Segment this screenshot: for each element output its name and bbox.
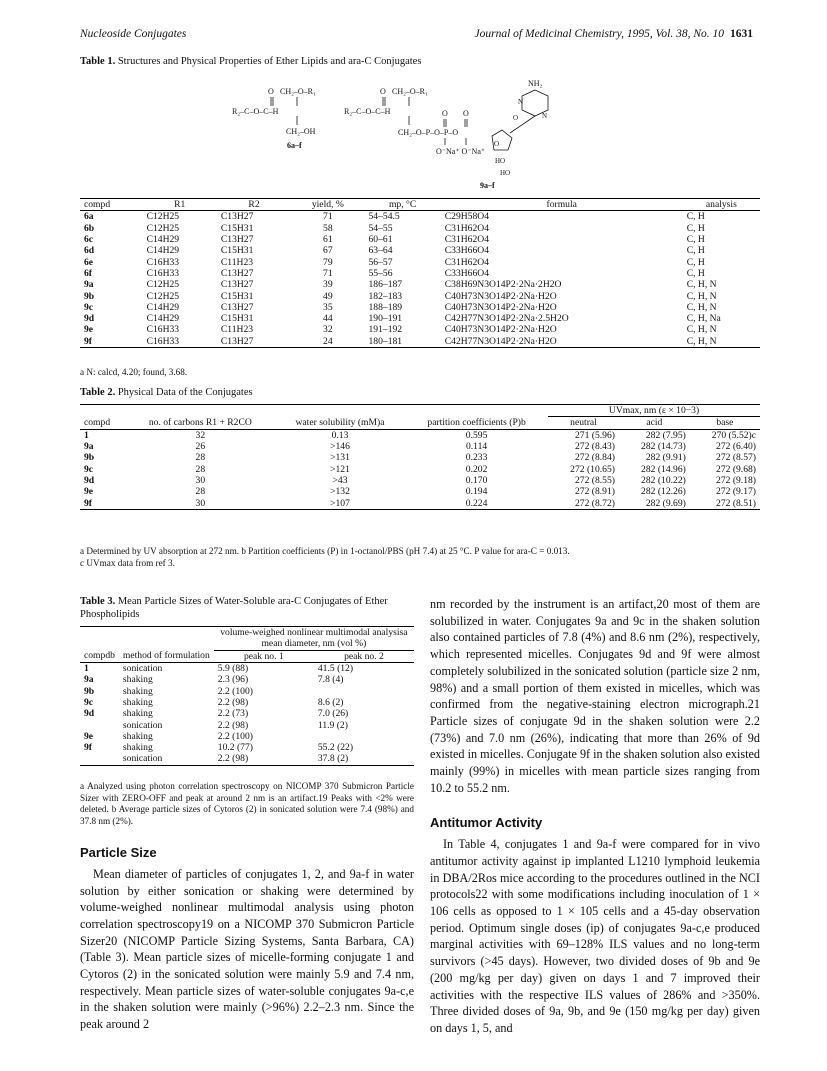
table2-cell: 0.233 [465,452,488,464]
svg-text:O: O [380,87,386,96]
table2-caption [80,387,253,398]
table3-cell: 9d [84,708,95,720]
svg-text:O⁻Na⁺ O⁻Na⁺: O⁻Na⁺ O⁻Na⁺ [436,147,486,156]
table1-row [80,257,760,268]
table3-col-peak2: peak no. 2 [344,650,384,662]
table1-cell: C13H27 [220,267,254,279]
table3-col-method: method of formulation [122,650,210,662]
table1-cell: 9f [84,335,92,347]
table1-cell: C12H25 [146,290,180,302]
left-column-text [80,836,414,1033]
table1-cell: C11H23 [220,256,254,268]
table1-cell: 32 [323,324,333,336]
table2 [80,404,760,510]
table1-cell: 6c [84,233,94,245]
table2-cell: 0.170 [465,474,488,486]
table1-cell: 182–183 [368,290,403,302]
table2-col-partition: partition coefficients (P)b [427,417,526,429]
table1-cell: 6a [84,211,94,223]
table2-cell: 272 (8.91) [574,486,615,498]
table3-footnote: a Analyzed using photon correlation spectroscopy on NICOMP 370 Submicron Particle Sizer with ZERO-OFF and peak at around 2 nm is an artifact.19 Peaks with <2% were deleted. b Average particle sizes of Cytoros (2) in sonicated solution were 7.4 (98%) and 37.8 nm (2%). [80,781,414,826]
table3-cell: 37.8 (2) [317,753,349,765]
table1-cell: C31H62O4 [444,233,489,245]
table1-cell: C14H29 [146,301,180,313]
table3-cell: 2.2 (98) [217,753,249,765]
particle-size-heading: Particle Size [80,845,157,860]
table3 [80,626,414,766]
table1-row [80,279,760,290]
structure-6a-f [232,87,316,150]
table1-cell: 67 [323,245,333,257]
svg-text:NH₂: NH₂ [528,79,543,88]
table2-cell: 28 [195,486,206,498]
table3-cell: 11.9 (2) [317,719,348,731]
table1-cell: 9a [84,279,94,291]
table1-cell: 6e [84,256,94,268]
table3-cell [314,731,414,742]
table1-cell: 9e [84,324,94,336]
table3-col-peak1: peak no. 1 [243,650,284,662]
table3-cell: 7.0 (26) [317,708,349,720]
table2-col-acid: acid [646,417,663,429]
table2-cell: 272 (9.18) [716,474,756,486]
table2-cell: 272 (8.43) [574,440,615,452]
table1-col-r1: R1 [174,199,186,210]
table1-cell: C40H73N3O14P2·2Na·H2O [444,301,557,313]
table1-cell: C15H31 [220,245,254,257]
table3-row [80,731,414,742]
table1-col-r2: R2 [248,199,260,210]
table3-cell: shaking [122,696,153,708]
table2-footnote-2: c UVmax data from ref 3. [80,557,175,568]
table3-col-compd: compdb [84,650,115,662]
table1-col-mp: mp, °C [388,199,417,210]
table1-cell: 60–61 [368,233,393,245]
table2-cell: 9e [84,486,94,498]
table3-title: Mean Particle Sizes of Water-Soluble ara-C Conjugates of Ether Phospholipids [80,596,388,620]
table3-row [80,753,414,765]
table1-cell: C14H29 [146,313,180,325]
table3-cell: shaking [122,708,153,720]
table2-cell: 26 [195,440,206,452]
table1-row [80,313,760,324]
table1-cell: C16H33 [146,256,180,268]
table2-cell: 272 (8.84) [574,452,615,464]
table3-cell: 9f [84,742,92,754]
table1-cell: 191–192 [368,324,403,336]
table2-label: Table 2. [80,387,116,398]
table2-cell: 282 (12.26) [641,486,686,498]
journal-citation: Journal of Medicinal Chemistry, 1995, Vol. 38, No. 10 [474,28,724,40]
svg-text:HO: HO [495,157,506,165]
table2-cell: 270 (5.52)c [711,429,756,441]
table1-cell: 9c [84,301,94,313]
table1-row [80,211,760,223]
table1-cell: 44 [323,313,333,325]
page-number: 1631 [730,28,753,40]
table3-cell: 2.2 (73) [217,708,249,720]
table2-cell: 9f [84,497,92,509]
table2-cell: 282 (10.22) [641,474,686,486]
table2-footnote-1: a Determined by UV absorption at 272 nm. b Partition coefficients (P) in 1-octanol/PBS (pH 7.4) at 25 °C. P value for ara-C = 0.013. [80,546,570,556]
table1-cell: C, H, N [686,279,717,291]
table1-cell: C12H25 [146,279,180,291]
table3-row [80,742,414,753]
table2-cell: >107 [330,497,350,509]
table1-cell: C42H77N3O14P2·2Na·2.5H2O [444,313,569,325]
table1-cell: C38H69N3O14P2·2Na·2H2O [444,279,562,291]
table1-cell: 71 [323,211,333,223]
table3-cell: 8.6 (2) [317,696,344,708]
table1-cell: C11H23 [220,324,254,336]
table1-cell: 71 [323,267,333,279]
table1-cell: 6b [84,222,95,234]
table2-cell: 282 (14.73) [641,440,686,452]
table1-cell: C40H73N3O14P2·2Na·H2O [444,290,557,302]
table3-cell: shaking [122,730,153,742]
table2-cell: 9c [84,463,94,475]
table3-row [80,708,414,719]
table1-footnote: a N: calcd, 4.20; found, 3.68. [80,367,188,377]
table2-row [80,452,760,463]
table3-cell [80,753,119,765]
particle-size-paragraph: Mean diameter of particles of conjugates 1, 2, and 9a-f in water solution by either sonication or shaking were determined by volume-weighed nonlinear multimodal analysis using photon correlation spectroscopy19 on a NICOMP 370 Submicron Particle Sizer20 (NICOMP Particle Sizing Systems, Santa Barbara, CA) (Table 3). Mean particle sizes of micelle-forming conjugate 1 and Cytoros (2) in the sonicated solution were mainly 5.9 and 7.4 nm, respectively. Mean particle sizes of water-soluble conjugates 9a-c,e in the shaken solution were mainly (>96%) 2.2–2.3 nm. Since the peak around 2 [80,866,414,1032]
table2-cell: 282 (14.96) [641,463,686,475]
table2-cell: >43 [332,474,348,486]
svg-text:N: N [542,112,548,120]
table2-cell: 30 [195,474,206,486]
table2-cell: 0.595 [465,429,488,441]
table2-cell: 0.13 [331,429,349,441]
table2-cell: >146 [330,440,350,452]
svg-text:O: O [513,114,519,122]
table2-col-carbons: no. of carbons R1 + R2CO [148,417,252,429]
table3-cell: 9c [84,696,94,708]
table2-row [80,429,760,441]
table2-row [80,486,760,497]
table1-row [80,291,760,302]
svg-text:CH₂–O–P–O–P–O: CH₂–O–P–O–P–O [398,128,459,137]
table2-cell: 272 (10.65) [570,463,615,475]
table1-cell: 9d [84,313,95,325]
table2-title: Physical Data of the Conjugates [117,387,253,398]
structure-right-label: 9a–f [480,181,495,190]
table1-cell: C, H [686,211,705,223]
table2-cell: 272 (8.51) [716,497,756,509]
table1-row [80,336,760,348]
structure-9a-f [344,79,548,190]
table1-cell: C, H, N [686,335,717,347]
table3-row [80,720,414,731]
svg-text:CH₂–OH: CH₂–OH [286,127,316,136]
table2-cell: 9b [84,452,95,464]
table1-cell: 6f [84,267,92,279]
antitumor-heading: Antitumor Activity [430,815,543,831]
table1-caption [80,56,421,67]
antitumor-paragraph: In Table 4, conjugates 1 and 9a-f were compared for in vivo antitumor activity against ip implanted L1210 lymphoid leukemia in DBA/2Ros mice according to the procedures outlined in the NCI protocols22 with some modifications including inoculation of 1 × 106 cells as opposed to 1 × 105 cells and a 45-day observation period. Optimum single doses (ip) of conjugates 9a-c,e produced marginal activities with 69–128% ILS values and no long-term survivors (>45 days). However, two divided doses of 9b and 9e (200 mg/kg per day) given on days 1 and 7 improved their activities with the respective ILS values of 286% and >350%. Three divided doses of 9a, 9b, and 9e (150 mg/kg per day) given on days 1, 5, and [430,837,760,1035]
table2-row [80,441,760,452]
table3-caption [80,596,410,621]
chemical-structure-figure [230,78,570,190]
table2-cell: 28 [195,463,206,475]
table1-cell: 49 [323,290,333,302]
table2-col-compd: compd [84,417,111,429]
table1-col-yield: yield, % [311,199,344,210]
particle-size-continued: nm recorded by the instrument is an artifact,20 most of them are solubilized in water. Conjugates 9a and 9c in the shaken solution also contained particles of 7.8 (4%) and 8.6 nm (2%), respectively, which represented micelles. Conjugates 9d and 9f were almost completely solubilized in the sonicated solution (particle size 2 nm, 98%) and a small portion of them existed in micelles, which was confirmed from the negative-staining electron micrograph.21 Particle sizes of conjugate 9d in the shaken solution were 2.2 (73%) and 7.0 nm (26%), indicating that more than 26% of 9d existed in micelles. Conjugate 9f in the shaken solution also existed mainly (99%) in micelles with mean particle sizes ranging from 10.2 to 55.2 nm. [430,597,761,795]
table1-cell: 180–181 [368,335,403,347]
table1-header-row [80,199,760,211]
table1-cell: 79 [323,256,333,268]
table1-cell: 55–56 [368,267,393,279]
table2-cell: 9a [84,440,94,452]
table1-cell: 35 [323,301,333,313]
table3-group-row [80,627,414,651]
table3-cell [314,686,414,697]
table1-col-analysis: analysis [705,199,737,210]
table3-cell: 9b [84,685,95,697]
table1-cell: C13H27 [220,211,254,223]
table3-row [80,697,414,708]
table3-row [80,662,414,674]
table2-cell: >132 [330,486,350,498]
table3-cell: 2.2 (98) [217,696,249,708]
table2-cell: 0.114 [465,440,488,452]
table3-cell: sonication [122,753,163,765]
table1-cell: C16H33 [146,335,180,347]
table3-row [80,686,414,697]
table3-cell: 55.2 (22) [317,742,354,754]
svg-text:O: O [442,109,448,118]
running-header-right [475,28,753,40]
table3-cell: 5.9 (88) [217,662,249,674]
table1-cell: C14H29 [146,245,180,257]
table1-cell: C13H27 [220,301,254,313]
table2-cell: 9d [84,474,95,486]
table1-cell: 188–189 [368,301,403,313]
table2-col-neutral: neutral [570,417,597,429]
table3-cell: 2.2 (100) [217,730,253,742]
svg-text:N: N [518,98,524,106]
table1-row [80,245,760,256]
table2-col-solubility: water solubility (mM)a [295,417,385,429]
table2-cell: 0.224 [465,497,488,509]
table2-cell: 272 (6.40) [716,440,756,452]
svg-text:CH₂–O–R₁: CH₂–O–R₁ [392,87,428,96]
table1-cell: C12H25 [146,222,180,234]
table1-cell: C42H77N3O14P2·2Na·H2O [444,335,557,347]
table3-row [80,674,414,685]
table1-cell: C, H, Na [686,313,721,325]
table1-cell: 190–191 [368,313,403,325]
table3-cell [80,720,119,731]
table3-cell: shaking [122,685,153,697]
table1-cell: C31H62O4 [444,256,489,268]
table3-cell: 2.3 (96) [217,674,249,686]
table1-cell: 58 [323,222,333,234]
table2-row [80,475,760,486]
table1-cell: C16H33 [146,267,180,279]
table3-cell: sonication [122,662,163,674]
table3-cell: 41.5 (12) [317,662,354,674]
table1-cell: C16H33 [146,324,180,336]
table3-cell: 1 [84,662,89,674]
svg-text:O: O [494,140,500,148]
table1-cell: C33H66O4 [444,245,489,257]
table3-cell: 10.2 (77) [217,742,253,754]
table1-cell: C13H27 [220,279,254,291]
table2-header-row [80,417,760,429]
table2-cell: 28 [195,452,206,464]
table2-footnotes [80,546,760,569]
table1-row [80,302,760,313]
table1-cell: C, H [686,222,705,234]
table3-cell: sonication [122,719,163,731]
table2-cell: 272 (8.72) [574,497,615,509]
table1-cell: C, H [686,245,705,257]
table2-cell: >121 [330,463,350,475]
table1-cell: C, H, N [686,290,717,302]
table2-uv-header: UVmax, nm (ε × 10−3) [548,405,760,417]
table1-cell: 54–54.5 [368,211,400,223]
table1-cell: C12H25 [146,211,180,223]
table2-cell: 32 [195,429,206,441]
table2-row [80,464,760,475]
table3-header-row [80,650,414,662]
table1-col-compd: compd [84,199,111,210]
table2-cell: 272 (8.57) [716,452,756,464]
table1-cell: C13H27 [220,335,254,347]
table3-label: Table 3. [80,596,116,607]
table2-cell: 30 [195,497,206,509]
table3-cell: 2.2 (98) [217,719,249,731]
table2-cell: 272 (9.17) [716,486,756,498]
table1-cell: C13H27 [220,233,254,245]
table3-cell: 2.2 (100) [217,685,253,697]
table1-cell: 6d [84,245,95,257]
table1-cell: C, H [686,233,705,245]
table2-cell: 0.194 [465,486,488,498]
structure-left-label: 6a–f [287,141,302,150]
svg-text:HO: HO [500,169,511,177]
svg-text:O: O [268,87,274,96]
table1-cell: C15H31 [220,290,254,302]
table2-cell: 272 (8.55) [574,474,615,486]
table1-cell: 56–57 [368,256,393,268]
table1-row [80,324,760,335]
table2-cell: >131 [330,452,350,464]
table3-group-header: volume-weighed nonlinear multimodal analysisa mean diameter, nm (vol %) [214,627,414,651]
table1-row [80,223,760,234]
table2-cell: 0.202 [465,463,488,475]
table1-cell: 61 [323,233,333,245]
table1-row [80,234,760,245]
svg-text:O: O [463,109,469,118]
table1-row [80,268,760,279]
table1-label: Table 1. [80,56,116,67]
table1-cell: 186–187 [368,279,403,291]
table1-cell: C, H [686,267,705,279]
table1 [80,198,760,348]
table1-cell: 39 [323,279,333,291]
table1-cell: 63–64 [368,245,393,257]
table2-cell: 282 (9.69) [645,497,686,509]
table1-cell: C, H, N [686,324,717,336]
table1-cell: C14H29 [146,233,180,245]
table1-cell: C15H31 [220,222,254,234]
table2-cell: 271 (5.96) [574,429,615,441]
table1-cell: C31H62O4 [444,222,489,234]
svg-text:R₂–C–O–C–H: R₂–C–O–C–H [232,107,279,116]
table1-cell: C, H, N [686,301,717,313]
table3-cell: 9e [84,730,94,742]
table1-cell: 9b [84,290,95,302]
table1-cell: C29H58O4 [444,211,489,223]
table3-cell: shaking [122,674,153,686]
table3-cell: 7.8 (4) [317,674,344,686]
table2-cell: 282 (7.95) [645,429,686,441]
table2-row [80,498,760,510]
running-header-left: Nucleoside Conjugates [80,28,187,40]
table1-cell: C33H66O4 [444,267,489,279]
table1-title: Structures and Physical Properties of Ether Lipids and ara-C Conjugates [117,56,422,67]
right-column-text [430,596,760,1037]
table3-cell: 9a [84,674,94,686]
table1-cell: C40H73N3O14P2·2Na·H2O [444,324,557,336]
table2-cell: 272 (9.68) [716,463,756,475]
svg-text:CH₂–O–R₁: CH₂–O–R₁ [280,87,316,96]
table2-cell: 1 [84,429,89,441]
table1-cell: 54–55 [368,222,393,234]
svg-text:R₂–C–O–C–H: R₂–C–O–C–H [344,107,391,116]
table1-cell: 24 [323,335,333,347]
table1-col-formula: formula [546,199,577,210]
table2-group-row [80,405,760,417]
table1-cell: C15H31 [220,313,254,325]
table2-cell: 282 (9.91) [645,452,686,464]
table1-cell: C, H [686,256,705,268]
table2-col-base: base [716,417,734,429]
table3-cell: shaking [122,742,153,754]
